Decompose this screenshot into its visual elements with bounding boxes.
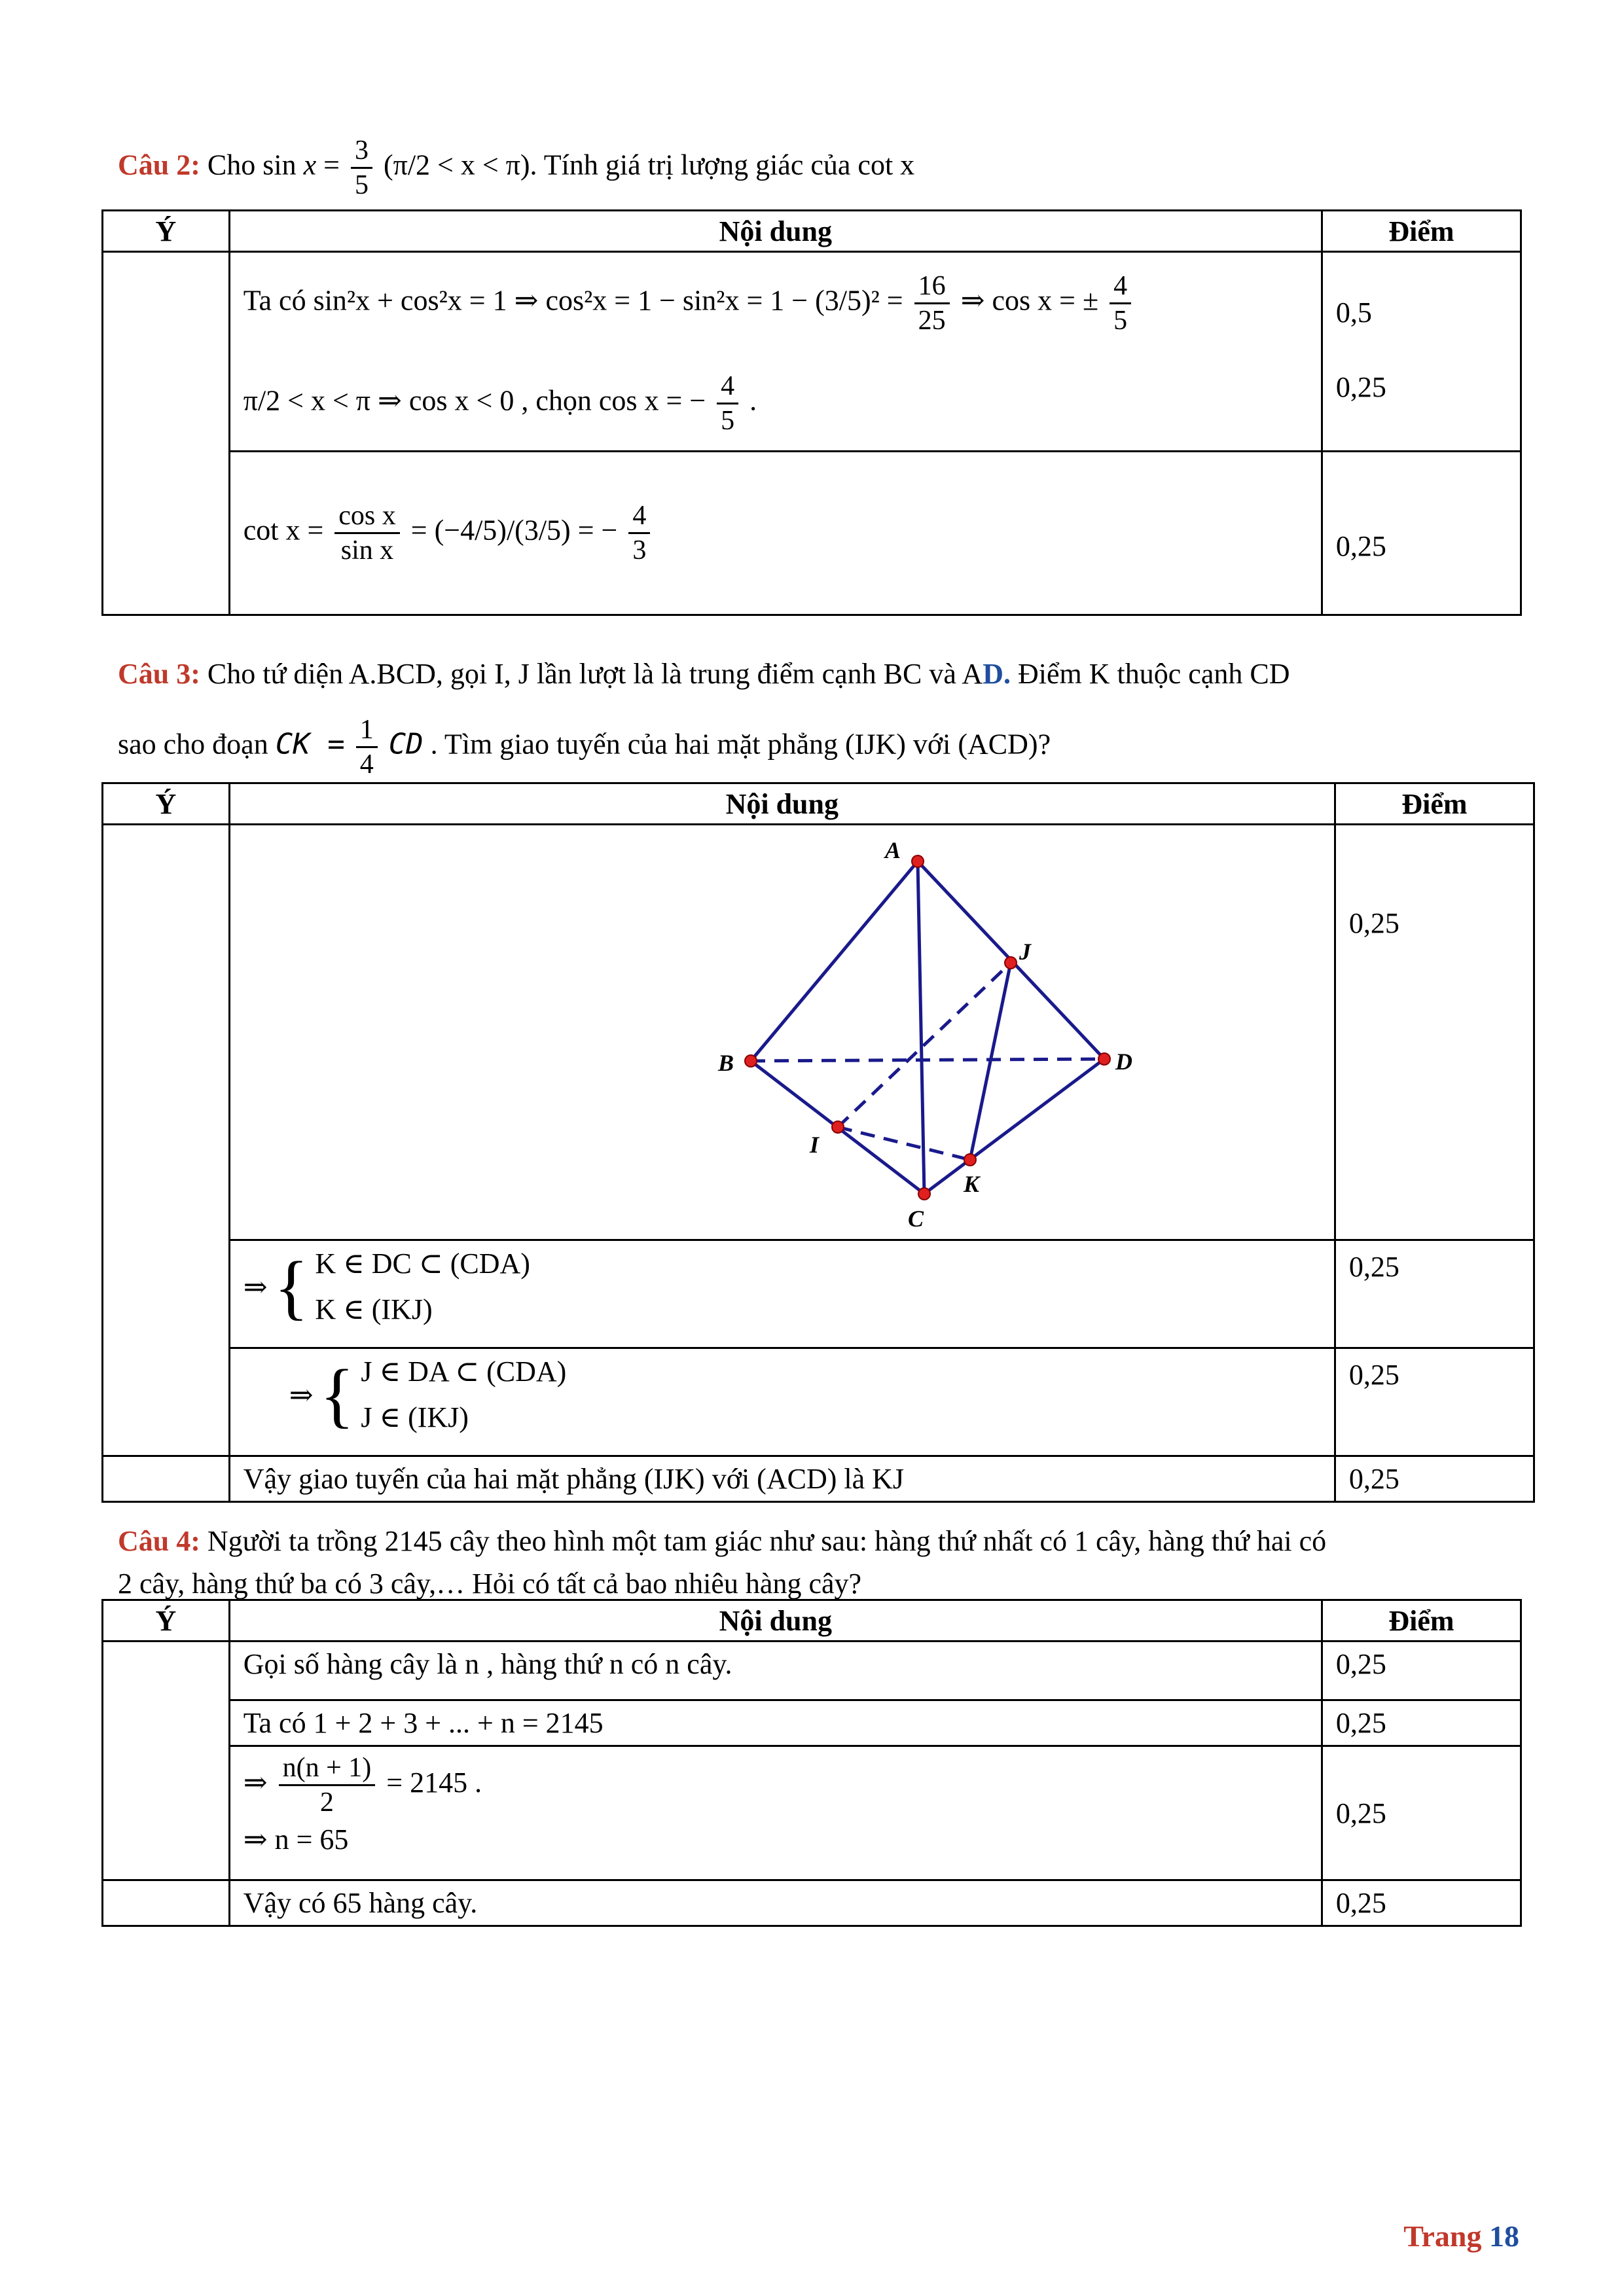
q3-title-line1 bbox=[118, 655, 1519, 694]
q3-text-b: Điểm K thuộc cạnh CD bbox=[1018, 658, 1290, 690]
q3-table bbox=[101, 782, 1535, 1503]
q4-row4-y bbox=[103, 1880, 230, 1926]
q2-var: x bbox=[303, 149, 317, 181]
q3-text-c-pre: sao cho đoạn bbox=[118, 728, 268, 761]
q3-figure-cell bbox=[229, 825, 1335, 1240]
q2-row1-line2-text: π/2 < x < π ⇒ cos x < 0 , chọn cos x = − bbox=[243, 384, 706, 417]
q2-row2-pts: 0,25 bbox=[1335, 529, 1386, 562]
q3-ck-num: 1 bbox=[356, 713, 378, 748]
q2-row1-line1 bbox=[244, 270, 1308, 337]
q3-k-system bbox=[244, 1241, 530, 1333]
q3-header-points: Điểm bbox=[1335, 783, 1534, 825]
q3-k-content bbox=[229, 1240, 1335, 1348]
q2-row1-points bbox=[1322, 252, 1521, 452]
edge-ij-hidden bbox=[838, 963, 1011, 1127]
q2-table bbox=[101, 209, 1522, 616]
q3-y-cell bbox=[103, 825, 230, 1456]
q4-row4: Vậy có 65 hàng cây. bbox=[229, 1880, 1322, 1926]
point-i bbox=[832, 1121, 844, 1133]
q2-row1-frac3-num: 4 bbox=[717, 370, 738, 404]
q2-y-cell bbox=[103, 252, 230, 615]
q3-header-y: Ý bbox=[103, 783, 230, 825]
q3-conclusion: Vậy giao tuyến của hai mặt phẳng (IJK) với (ACD) là KJ bbox=[229, 1456, 1335, 1502]
q2-row1-frac2 bbox=[1110, 270, 1131, 337]
q4-row3-points: 0,25 bbox=[1322, 1746, 1521, 1880]
q4-row2-points: 0,25 bbox=[1322, 1700, 1521, 1746]
tetrahedron-figure bbox=[230, 825, 1304, 1239]
page-footer bbox=[1403, 2219, 1519, 2253]
q3-j-content bbox=[229, 1348, 1335, 1456]
q2-row2-line bbox=[244, 499, 1308, 567]
q3-j-pts: 0,25 bbox=[1348, 1359, 1399, 1391]
q2-eq: = bbox=[323, 149, 340, 181]
q2-row1-frac2-num: 4 bbox=[1110, 270, 1131, 304]
q2-row1-pts1: 0,5 bbox=[1335, 296, 1372, 329]
edge-ac bbox=[918, 861, 924, 1194]
q2-row2-content bbox=[229, 452, 1322, 615]
q3-j-implies: ⇒ bbox=[289, 1378, 314, 1411]
q2-fraction bbox=[351, 134, 372, 202]
q4-row3 bbox=[229, 1746, 1322, 1880]
q2-row1-frac bbox=[914, 270, 950, 337]
q2-title bbox=[118, 134, 914, 202]
q3-fig-pts: 0,25 bbox=[1348, 907, 1399, 939]
q2-header-content: Nội dung bbox=[229, 211, 1322, 252]
point-k bbox=[964, 1154, 976, 1166]
q3-k-brace: { bbox=[274, 1247, 309, 1327]
q4-label: Câu 4: bbox=[118, 1525, 200, 1557]
q2-row1-frac3 bbox=[717, 370, 738, 437]
q4-title-line1 bbox=[118, 1522, 1326, 1561]
q3-conclusion-points: 0,25 bbox=[1335, 1456, 1534, 1502]
q4-row1-points: 0,25 bbox=[1322, 1641, 1521, 1700]
q4-y-cell bbox=[103, 1641, 230, 1880]
point-d bbox=[1098, 1053, 1110, 1065]
q2-row2-mid: = (−4/5)/(3/5) = − bbox=[410, 514, 618, 547]
q2-row2-pre: cot x = bbox=[243, 514, 324, 547]
q3-k-line1: K ∈ DC ⊂ (CDA) bbox=[315, 1247, 530, 1280]
q4-text-a: Người ta trồng 2145 cây theo hình một tam giác như sau: hàng thứ nhất có 1 cây, hàng thứ hai có bbox=[207, 1525, 1327, 1557]
q3-label: Câu 3: bbox=[118, 658, 200, 690]
q2-label: Câu 2: bbox=[118, 149, 200, 181]
q4-row2: Ta có 1 + 2 + 3 + ... + n = 2145 bbox=[229, 1700, 1322, 1746]
q2-frac-num: 3 bbox=[351, 134, 372, 169]
q2-row2-frac2 bbox=[628, 499, 650, 567]
q4-header-content: Nội dung bbox=[229, 1600, 1322, 1641]
q3-j-lines bbox=[361, 1349, 566, 1441]
edge-cd bbox=[924, 1059, 1104, 1194]
q3-header-content: Nội dung bbox=[229, 783, 1335, 825]
q2-row1-pts2: 0,25 bbox=[1335, 371, 1386, 403]
q2-header-points: Điểm bbox=[1322, 211, 1521, 252]
q4-row3-frac-den: 2 bbox=[319, 1787, 334, 1818]
q4-title-line2 bbox=[118, 1564, 861, 1604]
q2-text-pre: Cho sin bbox=[207, 149, 297, 181]
q3-j-system bbox=[289, 1349, 567, 1441]
q2-row1-line2 bbox=[244, 370, 1308, 437]
q4-row3-pre: ⇒ bbox=[243, 1767, 268, 1799]
q2-row1-line2-post: . bbox=[749, 384, 757, 417]
q3-title-line2 bbox=[118, 713, 1051, 781]
label-k: K bbox=[963, 1171, 979, 1197]
q2-text-post: Tính giá trị lượng giác của cot x bbox=[543, 149, 915, 181]
q2-row2-frac-num: cos x bbox=[334, 499, 400, 534]
point-a bbox=[912, 855, 924, 867]
q4-row3-post: = 2145 . bbox=[386, 1767, 482, 1799]
label-d: D bbox=[1115, 1049, 1132, 1075]
q4-row4-points: 0,25 bbox=[1322, 1880, 1521, 1926]
q3-j-line1: J ∈ DA ⊂ (CDA) bbox=[361, 1355, 567, 1388]
q2-cond: (π/2 < x < π). bbox=[383, 149, 537, 181]
label-i: I bbox=[809, 1132, 819, 1158]
q2-frac-den: 5 bbox=[354, 170, 369, 200]
q3-ck-den: 4 bbox=[359, 749, 374, 780]
q3-k-implies: ⇒ bbox=[243, 1270, 268, 1303]
point-b bbox=[745, 1055, 757, 1067]
label-b: B bbox=[717, 1050, 734, 1076]
label-j: J bbox=[1019, 939, 1031, 965]
q2-row1-text: Ta có sin²x + cos²x = 1 ⇒ cos²x = 1 − sin²x = 1 − (3/5)² = bbox=[243, 284, 903, 317]
q3-figure-points bbox=[1335, 825, 1534, 1240]
q3-k-line2: K ∈ (IKJ) bbox=[315, 1293, 433, 1325]
footer-label: Trang bbox=[1403, 2219, 1482, 2253]
q2-row2-points bbox=[1322, 452, 1521, 615]
q3-ck-left: CK = bbox=[275, 727, 345, 761]
q2-row2-frac bbox=[334, 499, 400, 567]
q2-row1-content bbox=[229, 252, 1322, 452]
q4-text-b: 2 cây, hàng thứ ba có 3 cây,… Hỏi có tất cả bao nhiêu hàng cây? bbox=[118, 1568, 862, 1600]
q4-row3-frac bbox=[279, 1751, 376, 1819]
q3-ck-right: CD bbox=[388, 727, 424, 761]
q4-header-y: Ý bbox=[103, 1600, 230, 1641]
edge-bd-hidden bbox=[751, 1059, 1104, 1061]
label-a: A bbox=[884, 837, 901, 863]
q4-row3-line1 bbox=[244, 1747, 1308, 1819]
q4-table bbox=[101, 1599, 1522, 1927]
q4-row1: Gọi số hàng cây là n , hàng thứ n có n cây. bbox=[229, 1641, 1322, 1700]
q3-text-c-post: . Tìm giao tuyến của hai mặt phẳng (IJK) với (ACD)? bbox=[430, 728, 1051, 761]
q2-row1-frac3-den: 5 bbox=[721, 406, 735, 436]
q4-row3-line2: ⇒ n = 65 bbox=[243, 1823, 349, 1856]
q2-row2-frac-den: sin x bbox=[340, 535, 394, 565]
q2-row1-frac-den: 25 bbox=[918, 306, 946, 336]
q4-row3-frac-num: n(n + 1) bbox=[279, 1751, 376, 1786]
q3-conclusion-y bbox=[103, 1456, 230, 1502]
q3-text-d: D. bbox=[983, 658, 1011, 690]
q2-row1-post: ⇒ cos x = ± bbox=[960, 284, 1099, 317]
q2-row2-frac2-num: 4 bbox=[628, 499, 650, 534]
q2-row1-frac2-den: 5 bbox=[1113, 306, 1128, 336]
q2-row2-frac2-den: 3 bbox=[632, 535, 647, 565]
label-c: C bbox=[907, 1206, 924, 1232]
edge-ab bbox=[751, 861, 918, 1061]
footer-page-number: 18 bbox=[1489, 2219, 1519, 2253]
q3-k-points bbox=[1335, 1240, 1534, 1348]
q4-header-points: Điểm bbox=[1322, 1600, 1521, 1641]
point-c bbox=[918, 1188, 930, 1200]
point-j bbox=[1005, 957, 1017, 969]
q3-ck-frac bbox=[356, 713, 378, 781]
q3-k-pts: 0,25 bbox=[1348, 1251, 1399, 1283]
q2-header-y: Ý bbox=[103, 211, 230, 252]
q3-j-points bbox=[1335, 1348, 1534, 1456]
q2-row1-frac-num: 16 bbox=[914, 270, 950, 304]
q3-j-line2: J ∈ (IKJ) bbox=[361, 1401, 469, 1433]
q3-k-lines bbox=[315, 1241, 530, 1333]
q3-text-a: Cho tứ diện A.BCD, gọi I, J lần lượt là là trung điểm cạnh BC và A bbox=[207, 658, 983, 690]
q3-j-brace: { bbox=[319, 1355, 355, 1435]
